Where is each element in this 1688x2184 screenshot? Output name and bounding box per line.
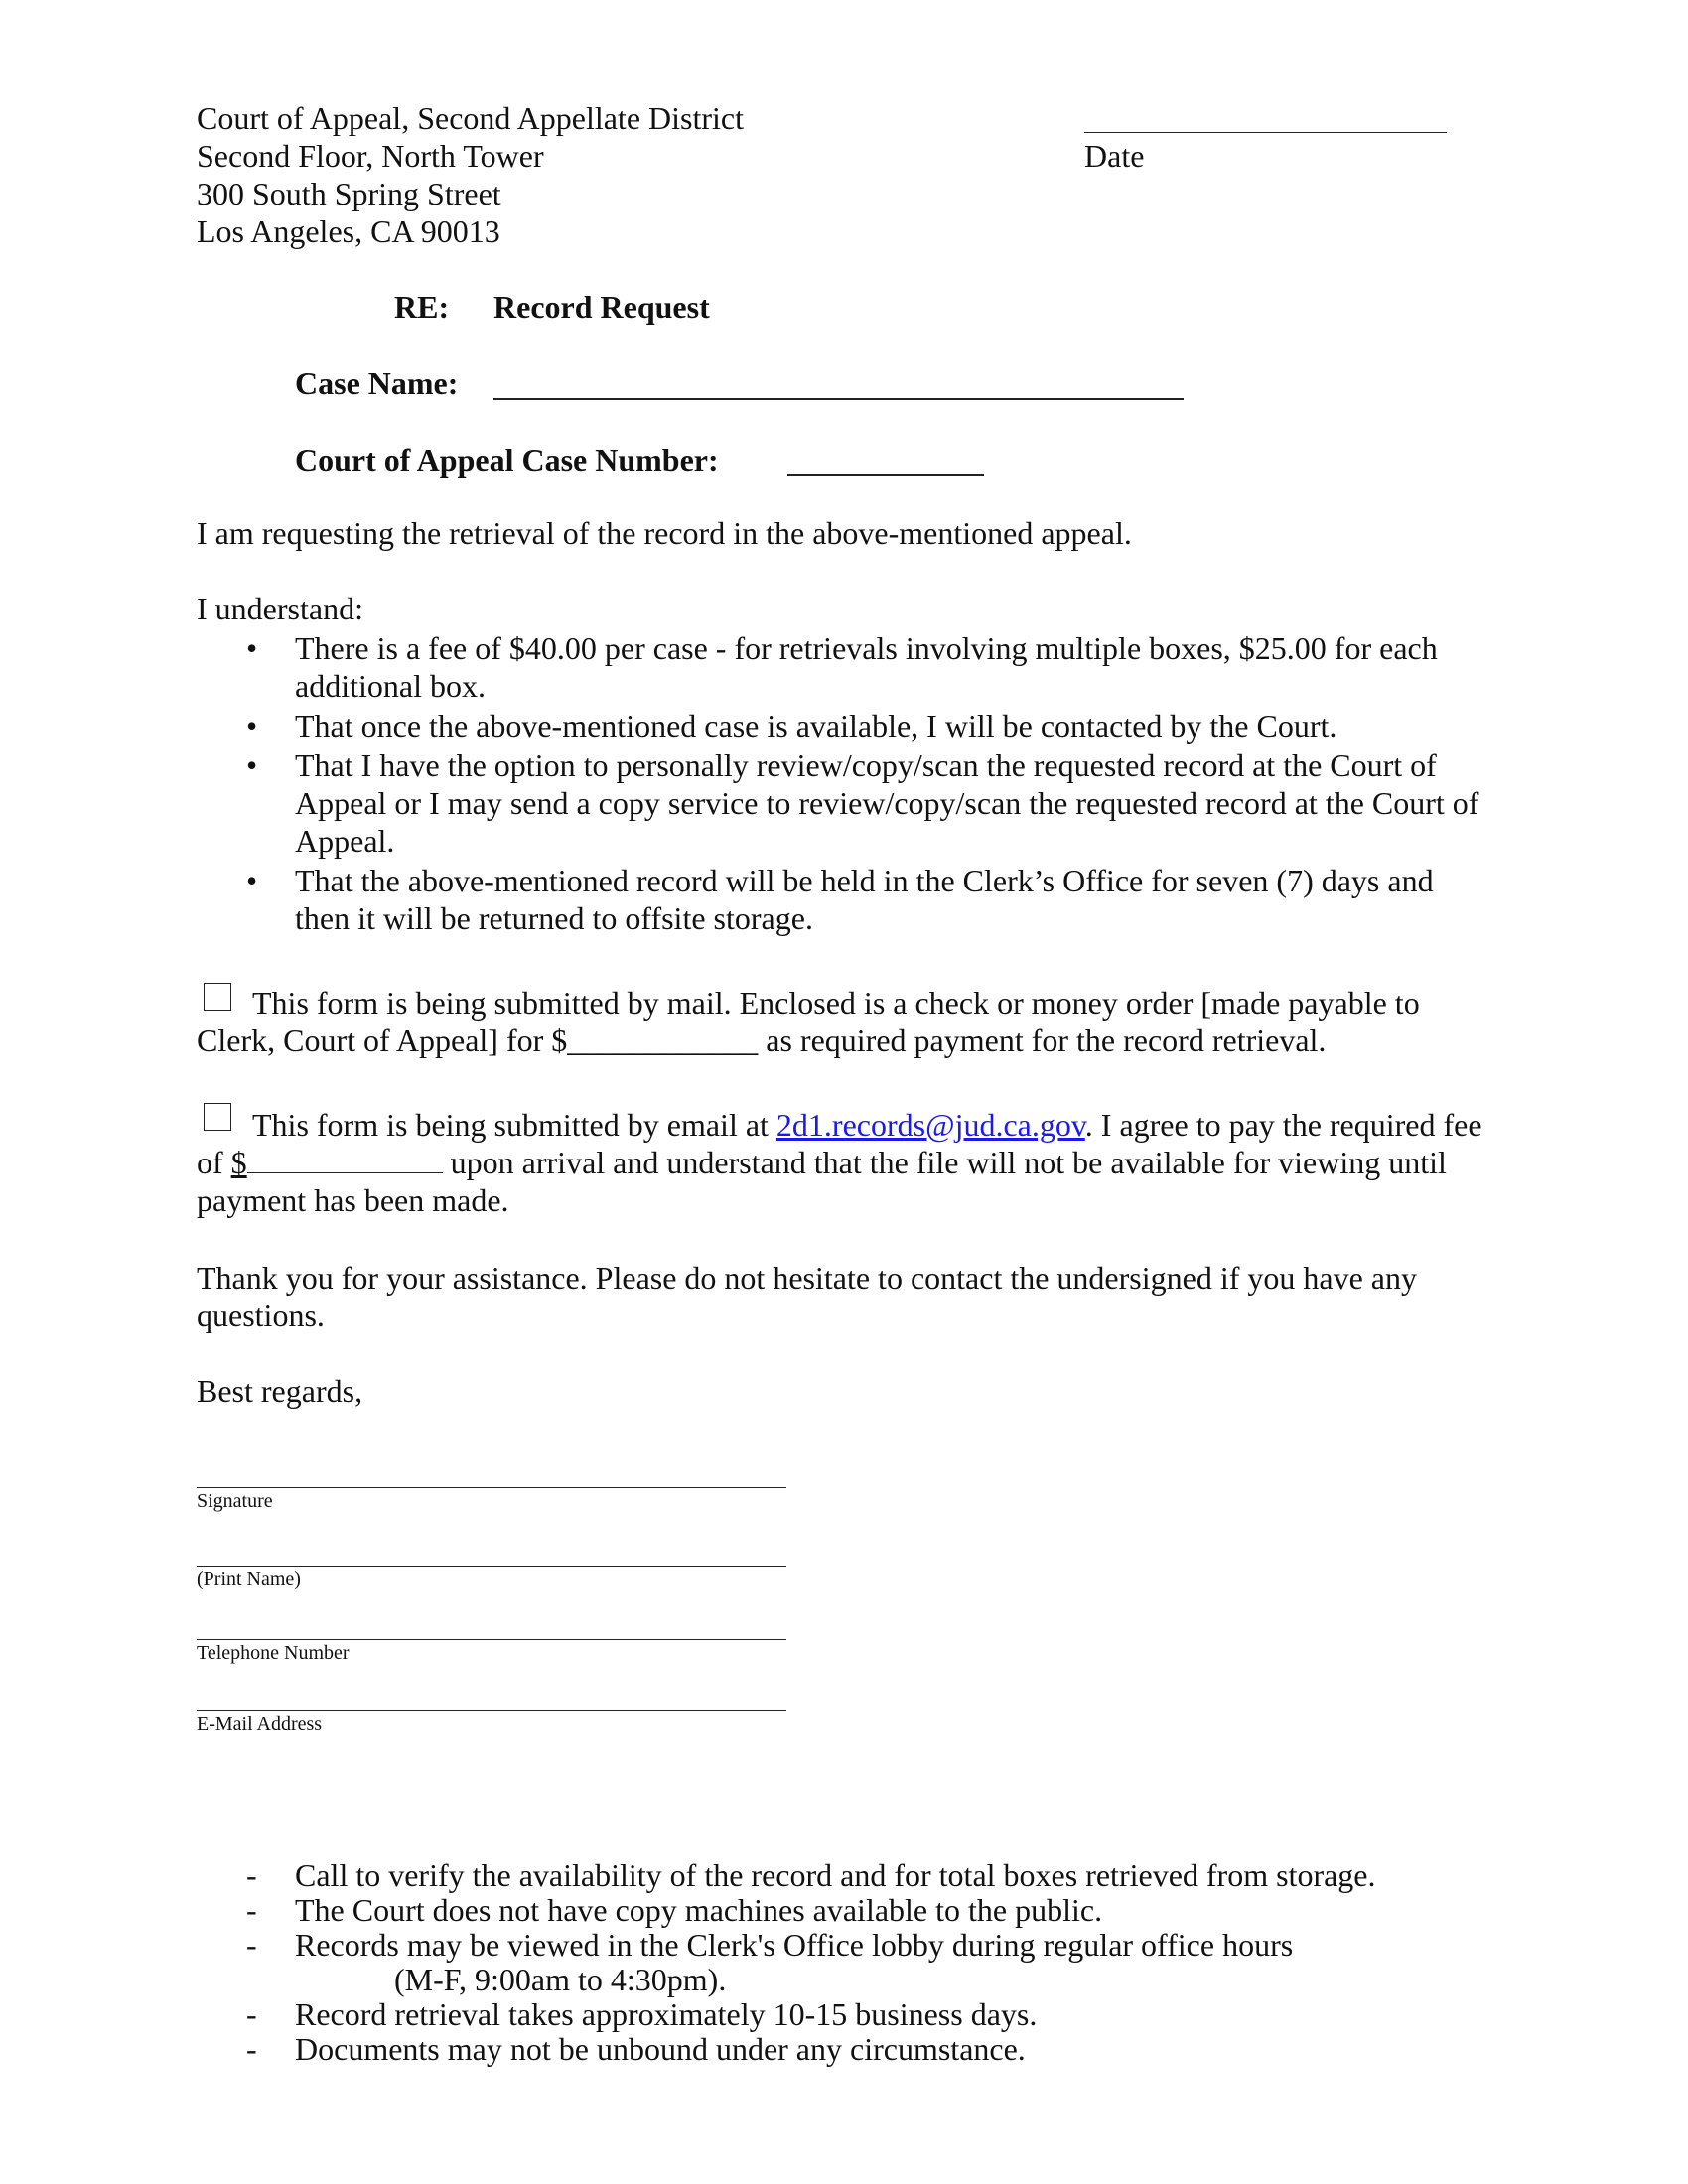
address-line-2: Second Floor, North Tower: [197, 138, 544, 174]
re-label: RE:: [394, 289, 450, 325]
list-item: - Documents may not be unbound under any circumstance.: [246, 2031, 1026, 2067]
dash-icon: -: [246, 1892, 257, 1928]
thanks-paragraph: Thank you for your assistance. Please do not hesitate to contact the undersigned if you have any questions.: [197, 1260, 1417, 1333]
dash-icon: -: [246, 1857, 257, 1893]
mail-option-text-main: This form is being submitted by mail. Enclosed is a check or money order [made payable to Clerk, Court of Appeal] for $____________: [197, 985, 1420, 1058]
telephone-input-line[interactable]: [197, 1639, 786, 1640]
case-name-label: Case Name:: [295, 365, 459, 401]
bullet-icon: •: [246, 630, 258, 666]
list-item: - Call to verify the availability of the record and for total boxes retrieved from storage.: [246, 1857, 1376, 1893]
mail-option-text: [197, 984, 1497, 1059]
intro-paragraph: I am requesting the retrieval of the record in the above-mentioned appeal.: [197, 515, 1132, 551]
address-line-3: 300 South Spring Street: [197, 176, 501, 211]
signature-label: Signature: [197, 1490, 273, 1512]
understand-list: [197, 629, 1489, 937]
bullet-icon: •: [246, 708, 258, 744]
case-name-input-line[interactable]: [493, 398, 1184, 400]
date-input-line[interactable]: [1084, 132, 1447, 133]
list-item: - Records may be viewed in the Clerk's Office lobby during regular office hours (M-F, 9:00am to 4:30pm).: [246, 1927, 1294, 1997]
dash-icon: -: [246, 1927, 257, 1963]
fee-prefix: $: [230, 1145, 247, 1180]
address-line-1: Court of Appeal, Second Appellate District: [197, 100, 744, 136]
bullet-icon: •: [246, 748, 258, 783]
mail-option-text-end: as required payment for the record retrieval.: [758, 1023, 1327, 1058]
email-link[interactable]: 2d1.records@jud.ca.gov: [775, 1107, 1085, 1143]
case-number-label: Court of Appeal Case Number:: [295, 442, 719, 478]
list-item: • There is a fee of $40.00 per case - for retrievals involving multiple boxes, $25.00 for each additional box.: [246, 630, 1438, 704]
email-address-label: E-Mail Address: [197, 1713, 323, 1735]
list-item: • That the above-mentioned record will be held in the Clerk’s Office for seven (7) days and then it will be returned to offsite storage.: [246, 863, 1434, 936]
re-subject: Record Request: [493, 289, 710, 325]
notes-list: [197, 1858, 1487, 2067]
closing: Best regards,: [197, 1373, 363, 1409]
list-item: - Record retrieval takes approximately 10-15 business days.: [246, 1996, 1038, 2032]
case-number-input-line[interactable]: [787, 474, 984, 476]
understand-label: I understand:: [197, 591, 363, 626]
list-item: • That once the above-mentioned case is available, I will be contacted by the Court.: [246, 708, 1337, 744]
email-option-text: This form is being submitted by email at 2d1.records@jud.ca.gov. I agree to pay the required fee of $ upon arrival and understand that the file will not be available for viewing until payment has been made.: [197, 1107, 1482, 1218]
dash-icon: -: [246, 1996, 257, 2032]
list-item: - The Court does not have copy machines available to the public.: [246, 1892, 1103, 1928]
office-hours: (M-F, 9:00am to 4:30pm).: [394, 1962, 727, 1997]
signature-input-line[interactable]: [197, 1487, 786, 1488]
dash-icon: -: [246, 2031, 257, 2067]
address-line-4: Los Angeles, CA 90013: [197, 213, 500, 249]
court-address-block: [197, 99, 892, 250]
print-name-label: (Print Name): [197, 1569, 301, 1590]
telephone-label: Telephone Number: [197, 1642, 350, 1664]
list-item: • That I have the option to personally review/copy/scan the requested record at the Court of Appeal or I may send a copy service to review/copy/scan the requested record at the Court of Appeal.: [246, 748, 1479, 859]
email-address-input-line[interactable]: [197, 1710, 786, 1711]
date-label: Date: [1084, 138, 1145, 174]
print-name-input-line[interactable]: [197, 1566, 786, 1567]
fee-input-line[interactable]: [247, 1145, 443, 1173]
bullet-icon: •: [246, 863, 258, 898]
